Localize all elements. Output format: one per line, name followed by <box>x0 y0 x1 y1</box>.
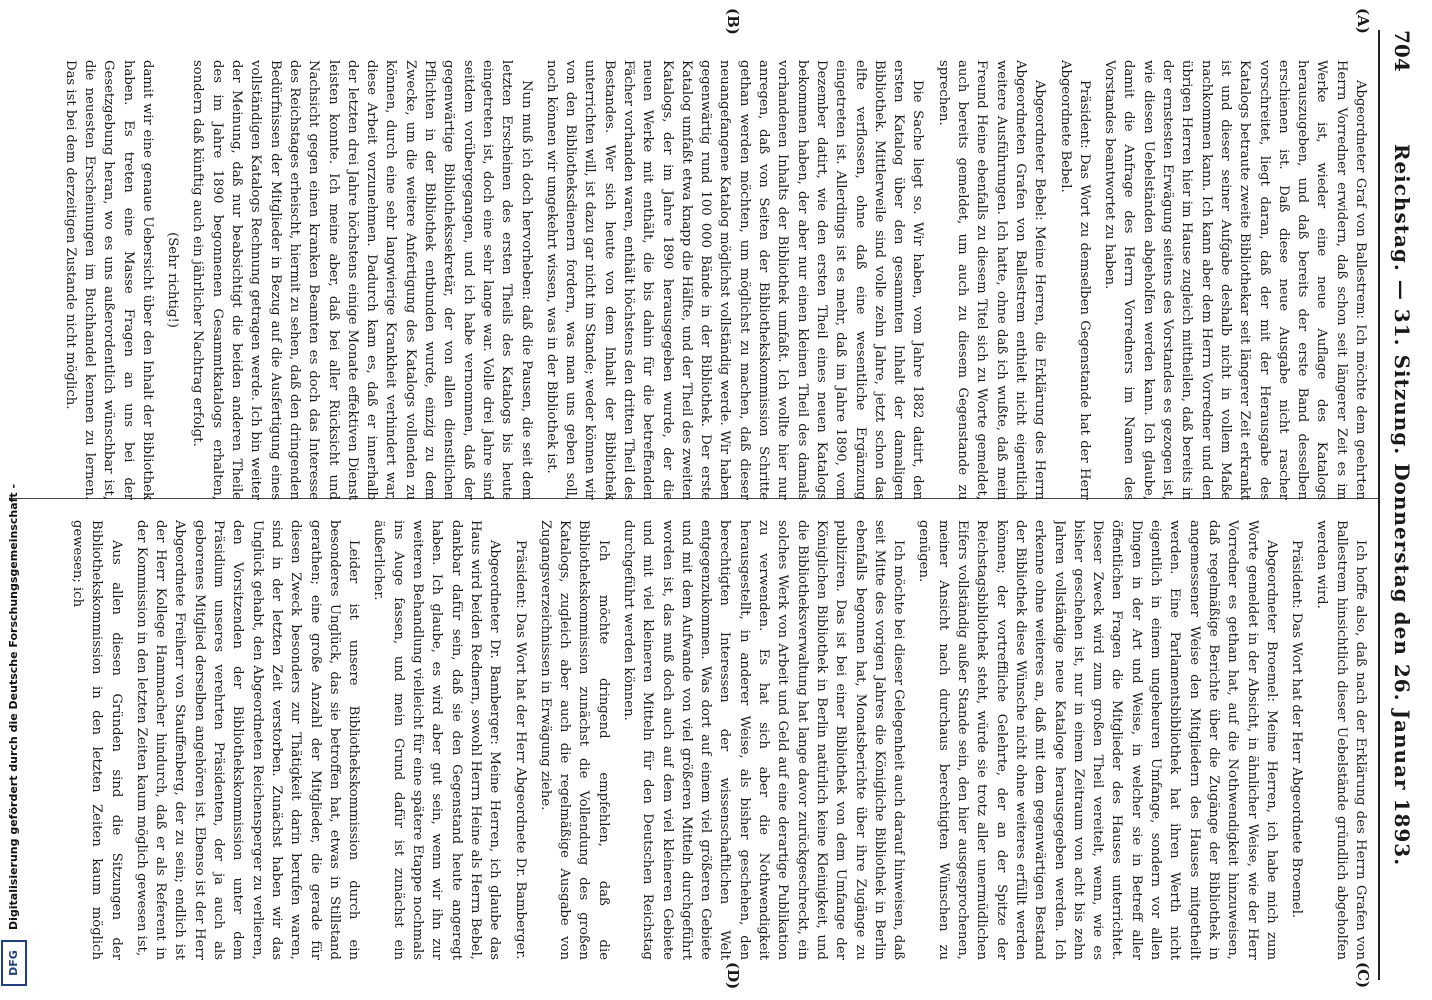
header-rule <box>1378 30 1380 980</box>
margin-marker-c: (C) <box>1354 962 1372 989</box>
paragraph: Abgeordneter Bebel: Meine Herren, die Erklärung des Herrn Abgeordneten Grafen von Ballestrem enthielt nicht eigentlich weitere Ausführungen. Ich hatte, ohne daß ich wußte, daß mein Freund Heine ebenfalls zu diesem Titel sich zu Worte gemeldet, auch bereits gemeldet, um auch zu diesem Gegenstande zu sprechen. <box>935 60 1048 500</box>
paragraph: Präsident: Das Wort hat der Herr Abgeordnete Broemel. <box>1289 540 1305 919</box>
page-number: 704 <box>1390 30 1414 72</box>
page-header <box>1378 30 1418 980</box>
interjection: (Sehr richtig!) <box>165 232 181 328</box>
right-column <box>60 520 1370 960</box>
paragraph: Die Sache liegt so. Wir haben, vom Jahre 1882 datirt, den ersten Katalog über den gesammten Inhalt der damaligen Bibliothek. Mittlerweile sind volle zehn Jahre, jetzt schon das elfte verflossen, ohne daß eine wesentliche Ergänzung eingetreten ist. Allerdings ist es mehr, daß im Jahre 1890, vom Dezember datirt, wie den ersten Theil eines neuen Katalogs bekommen haben, der aber nur einen kleinen Theil des damals vorhandenen Inhalts der Bibliothek umfaßt. Ich wollte hier nur anregen, daß von Seiten der Bibliothekskommission Schritte gethan werden möchten, um möglichst zu machen, daß dieser neuangefangene Katalog möglichst vollständig werde. Wir haben gegenwärtig rund 100 000 Bände in der Bibliothek. Der erste Katalog umfaßt etwa knapp die Hälfte, und der Theil des zweiten Katalogs, der im Jahre 1890 herausgegeben wurde, der die neuen Werke mit enthält, die bis dahin für die betreffenden Fächer vorhanden waren, enthält höchstens den dritten Theil des Bestandes. Wer sich heute von dem Inhalt der Bibliothek unterrichten will, ist dazu gar nicht im Stande; weder können wir von den Bibliotheksdienern fordern, was man uns geben soll, noch können wir umgekehrt wissen, was in der Bibliothek ist. <box>543 60 926 500</box>
paragraph: Abgeordneter Broemel: Meine Herren, ich habe mich zum Worte gemeldet in der Absicht, in ähnlicher Weise, wie der Herr Vorredner es gethan hat, auf die Nothwendigkeit hinzuweisen, daß regelmäßige Berichte über die Zugänge der Bibliothek in angemessener Weise den Mitgliedern des Hauses mitgetheilt werden. Eine Parlamentsbibliothek hat ihren Werth nicht eigentlich in einem ungeheuren Umfange, sondern vor allen Dingen in der Art und Weise, in welcher sie in Betreff aller öffentlichen Fragen die Mitglieder des Hauses unterrichtet. Dieser Zweck wird zum großen Theil vereitelt, wenn, wie es bisher geschehen ist, nur in einem Zeitraum von acht bis zehn Jahren vollständige neue Kataloge herausgegeben werden. Ich erkenne ohne weiteres an, daß mit dem gegenwärtigen Bestand der Bibliothek diese Wünsche nicht ohne weiteres erfüllt werden können; der vortreffliche Gelehrte, der an der Spitze der Reichstagsbibliothek steht, würde sie trotz aller unermüdlichen Eifers vollständig außer Stande sein, den hier ausgesprochenen, meiner Ansicht nach durchaus berechtigten Wünschen zu genügen. <box>916 520 1279 960</box>
paragraph: Ich möchte bei dieser Gelegenheit auch darauf hinweisen, daß seit Mitte des vorigen Jahres die Königliche Bibliothek in Berlin ebenfalls begonnen hat, Monatsberichte über ihre Zugänge zu publiziren. Das ist bei einer Bibliothek von dem Umfange der Königlichen Bibliothek in Berlin natürlich keine Kleinigkeit, und die Bibliotheksverwaltung hat lange davor zurückgeschreckt, ein solches Werk von Arbeit und Geld auf eine derartige Publikation zu verwenden. Es hat sich aber die Nothwendigkeit herausgestellt, in anderer Weise, als bisher geschehen, den berechtigten Interessen der wissenschaftlichen Welt entgegenzukommen. Was dort auf einem viel größeren Gebiete und mit dem Aufwande von viel größeren Mitteln durchgeführt worden ist, das muß doch auch auf dem viel kleineren Gebiete und mit viel kleineren Mitteln für den Deutschen Reichstag durchgeführt werden können. <box>621 520 907 960</box>
paragraph: Aus allen diesen Gründen sind die Sitzungen der Bibliothekskommission in den letzten Zeiten kaum möglich gewesen; ich <box>70 520 124 960</box>
credit-text: Digitalisierung gefördert durch die Deutsche Forschungsgemeinschaft - <box>7 483 20 930</box>
dfg-logo: DFG <box>1 940 27 986</box>
paragraph: Leider ist unsere Bibliothekskommission durch ein besonderes Unglück, das sie betroffen hat, etwas in Stillstand gerathen; eine große Anzahl der Mitglieder, die gerade für diesen Zweck besonders zur Thätigkeit darin berufen waren, sind in der letzten Zeit verstorben. Zunächst haben wir das Unglück gehabt, den Abgeordneten Reichensperger zu verlieren, den Vorsitzenden der Bibliothekskommission unter dem Präsidium unseres verehrten Präsidenten, der ja auch als geborenes Mitglied derselben angehören ist. Ebenso ist der Herr Abgeordnete Freiherr von Stauffenberg, der zu sein; endlich ist der Herr Kollege Hammacher hindurch, daß er als Referent in der Kommission in den letzten Zeiten kaum möglich gewesen ist, <box>133 520 362 960</box>
running-head: Reichstag. — 31. Sitzung. Donnerstag den 26. Januar 1893. <box>1390 143 1414 867</box>
paragraph: Ich hoffe also, daß nach der Erklärung des Herrn Grafen von Ballestrem hinsichtlich dieser Uebelstände gründlich abgeholfen werden wird. <box>1314 520 1368 960</box>
paragraph: Abgeordneter Graf von Ballestrem: Ich möchte dem geehrten Herrn Vorredner erwidern, daß schon seit längerer Zeit es im Werke ist, wieder eine neue Auflage des Katalogs herauszugeben, und daß bereits der erste Band desselben erschienen ist. Daß diese neue Ausgabe nicht rascher vorschreitet, liegt daran, daß der mit der Herausgabe des Katalogs betraute zweite Bibliothekar seit längerer Zeit erkrankt ist und dieser seiner Aufgabe deshalb nicht in vollem Maße nachkommen kann. Ich kann aber dem Herrn Vorredner und den übrigen Herren hier im Hause zugleich mittheilen, daß bereits in der ernstesten Erwägung seitens des Vorstandes es gezogen ist, wie diesen Uebelständen abgeholfen werden kann. Ich glaube, damit die Anfrage des Herrn Vorredners im Namen des Vorstandes beantwortet zu haben. <box>1102 60 1368 500</box>
margin-marker-a: (A) <box>1354 8 1372 34</box>
left-column <box>60 60 1370 500</box>
footer-credit <box>0 0 28 1000</box>
margin-marker-d: (D) <box>724 962 742 990</box>
paragraph: Präsident: Das Wort hat der Herr Abgeordnete Dr. Bamberger. <box>512 540 528 960</box>
paragraph: Ich möchte dringend empfehlen, daß die Bibliothekskommission zunächst die Vollendung des großen Katalogs, zugleich aber auch die regelmäßige Ausgabe von Zugangsverzeichnissen in Erwägung ziehe. <box>537 520 611 960</box>
paragraph: damit wir eine genaue Uebersicht über den Inhalt der Bibliothek haben. Es treten eine Masse Fragen an uns bei der Gesetzgebung heran, wo es uns außerordentlich wünschbar ist, die neuesten Erscheinungen im Buchhandel kennen zu lernen. Das ist bei dem derzeitigen Zustande nicht möglich. <box>62 60 155 500</box>
margin-marker-b: (B) <box>724 8 742 35</box>
paragraph: Präsident: Das Wort zu demselben Gegenstande hat der Herr Abgeordnete Bebel. <box>1057 60 1092 500</box>
paragraph: Abgeordneter Dr. Bamberger: Meine Herren, ich glaube das Haus wird beiden Rednern, sowohl Herrn Heine als Herrn Bebel, dankbar dafür sein, daß sie den Gegenstand heute angeregt haben. Ich glaube, es wird aber gut sein, wenn wir ihn zur weiteren Behandlung vielleicht für eine spätere Etappe nochmals ins Auge fassen, und mein Grund dafür ist zunächst ein äußerlicher. <box>371 520 503 960</box>
paragraph: Nun muß ich doch hervorheben: daß die Pausen, die seit dem letzten Erscheinen des ersten Theils des Katalogs bis heute eingetreten ist, doch eine sehr lange war. Volle drei Jahre sind seitdem vorübergegangen, und ich habe vernommen, daß der gegenwärtige Bibliothekssekretär, der von allen dienstlichen Pflichten in der Bibliothek entbunden wurde, einzig zu dem Zwecke, um die weitere Anfertigung des Katalogs vollenden zu können, durch eine sehr langwierige Krankheit verhindert war, diese Arbeit vorzunehmen. Dadurch kam es, daß er innerhalb der letzten drei Jahre höchstens einige Monate effektiven Dienst leisten konnte. Ich meine aber, daß bei aller Rücksicht und Nachsicht gegen einen kranken Beamten es doch das Interesse des Reichstages erheischt, hiermit zu sehen, daß den dringenden Bedürfnissen der Mitglieder in Bezug auf die Ausfertigung eines vollständigen Katalogs Rechnung getragen werde. Ich bin weiter der Meinung, daß nur beabsichtigt die beiden anderen Theile des im Jahre 1890 begonnenen Gesammtkatalogs erhalten, sondern daß künftig auch ein jährlicher Nachtrag erfolgt. <box>190 60 534 500</box>
